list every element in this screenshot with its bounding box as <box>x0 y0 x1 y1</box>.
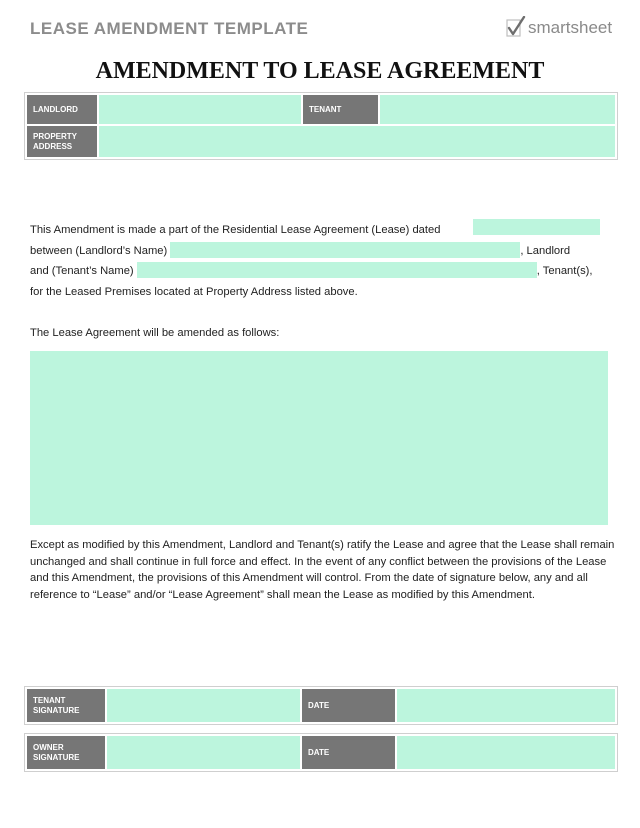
landlord-field[interactable] <box>99 95 301 124</box>
template-title: LEASE AMENDMENT TEMPLATE <box>30 19 309 38</box>
logo-text: smartsheet <box>528 18 613 37</box>
tenant-label: TENANT <box>303 95 378 124</box>
party-table <box>24 92 618 160</box>
intro-line-1 <box>30 220 612 241</box>
closing-paragraph: Except as modified by this Amendment, Landlord and Tenant(s) ratify the Lease and agree that the Lease shall remain unchanged and shall continue in full force and effect. In the event of any conflict between the provisions of the Lease and this Amendment, the provisions of this Amendment will control. From the date of signature below, any and all reference to “Lease” and/or “Lease Agreement” shall mean the Lease as modified by this Amendment. <box>30 539 615 601</box>
amendment-text-area[interactable] <box>30 351 608 525</box>
intro-line-3 <box>30 261 612 282</box>
smartsheet-logo <box>506 16 612 40</box>
landlord-name-prefix: between (Landlord’s Name) <box>30 244 168 257</box>
landlord-label: LANDLORD <box>27 95 97 124</box>
intro-line-4 <box>30 282 612 303</box>
tenant-name-prefix: and (Tenant’s Name) <box>30 265 134 277</box>
property-label-line2: ADDRESS <box>33 141 73 151</box>
property-address-field[interactable] <box>99 126 615 157</box>
tenant-date-field[interactable] <box>397 689 615 722</box>
tenant-signature-field[interactable] <box>107 689 300 722</box>
amendment-intro: The Lease Agreement will be amended as follows: <box>30 327 280 339</box>
landlord-name-field[interactable] <box>170 242 520 258</box>
smartsheet-checkmark-icon <box>506 16 526 40</box>
property-address-label <box>27 126 97 157</box>
owner-sig-line1: OWNER <box>33 742 64 752</box>
owner-signature-field[interactable] <box>107 736 300 769</box>
document-title: AMENDMENT TO LEASE AGREEMENT <box>95 58 545 84</box>
intro-line4-text: for the Leased Premises located at Property Address listed above. <box>30 285 358 298</box>
landlord-name-suffix: , Landlord <box>520 244 571 257</box>
tenant-sig-line1: TENANT <box>33 695 66 705</box>
tenant-sig-line2: SIGNATURE <box>33 705 80 715</box>
intro-paragraph <box>30 220 612 302</box>
tenant-name-suffix: , Tenant(s), <box>536 265 593 277</box>
tenant-signature-table <box>24 686 618 725</box>
intro-line-2 <box>30 241 612 262</box>
lease-date-field[interactable] <box>473 219 600 235</box>
tenant-signature-label <box>27 689 105 722</box>
owner-signature-label <box>27 736 105 769</box>
tenant-field[interactable] <box>380 95 615 124</box>
owner-sig-line2: SIGNATURE <box>33 752 80 762</box>
tenant-date-label: DATE <box>302 689 395 722</box>
owner-signature-table <box>24 733 618 772</box>
tenant-name-field[interactable] <box>137 262 537 278</box>
property-label-line1: PROPERTY <box>33 131 78 141</box>
owner-date-label: DATE <box>302 736 395 769</box>
owner-date-field[interactable] <box>397 736 615 769</box>
intro-line1-text: This Amendment is made a part of the Residential Lease Agreement (Lease) dated <box>30 224 441 236</box>
